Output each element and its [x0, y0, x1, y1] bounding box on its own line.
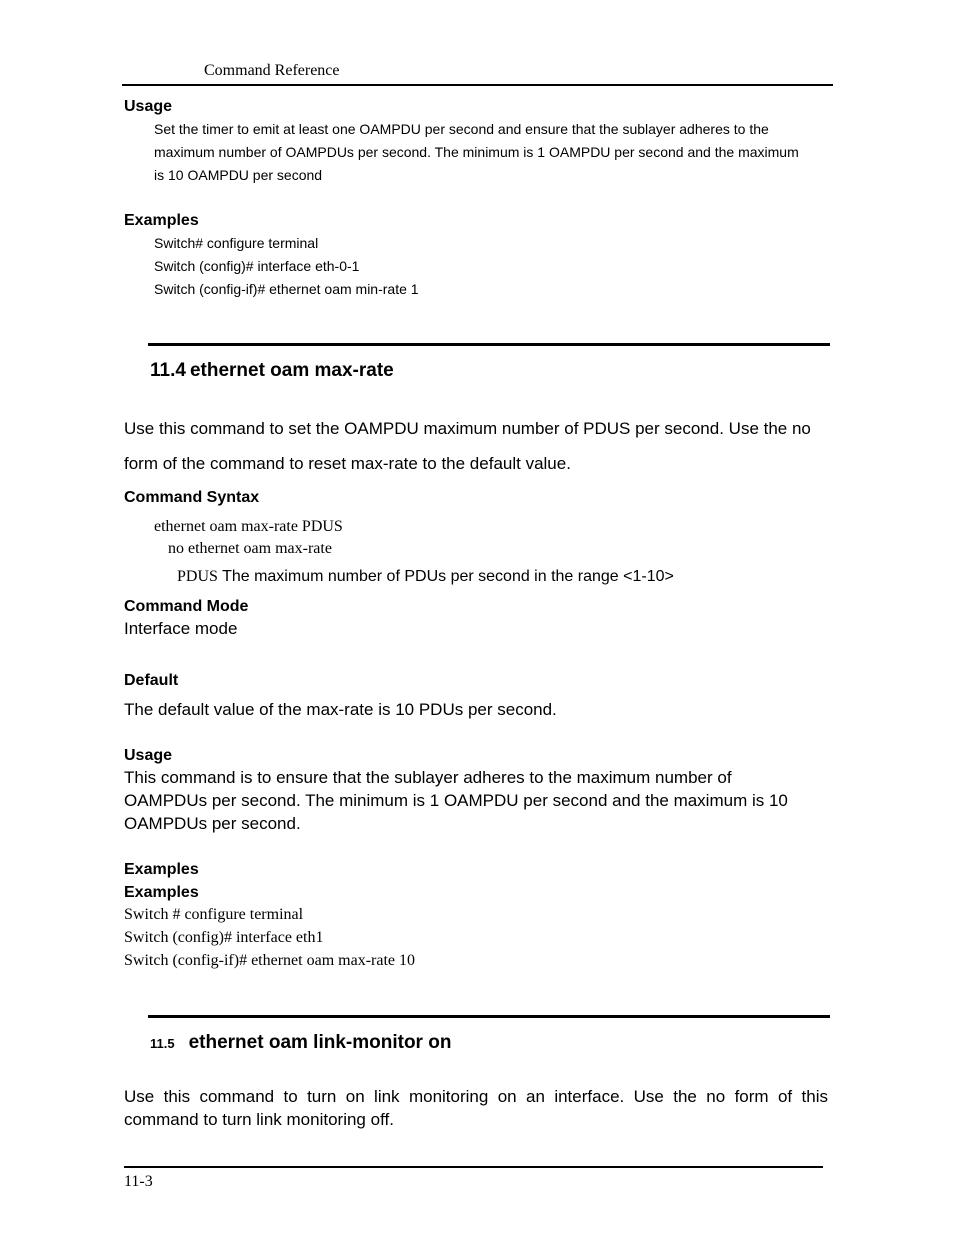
usage-line: maximum number of OAMPDUs per second. The minimum is 1 OAMPDU per second and the maximum [154, 144, 799, 160]
examples-heading: Examples [124, 861, 199, 878]
parameter-name: PDUS [177, 568, 218, 585]
intro-line: Use this command to set the OAMPDU maximum number of PDUS per second. Use the no [124, 419, 811, 438]
syntax-line: ethernet oam max-rate PDUS [154, 518, 343, 535]
running-header: Command Reference [204, 62, 340, 79]
example-line: Switch (config-if)# ethernet oam min-rate 1 [154, 281, 419, 297]
example-line: Switch (config)# interface eth-0-1 [154, 258, 360, 274]
page-number: 11-3 [124, 1173, 153, 1190]
section-heading-11-4 [150, 360, 394, 382]
section-rule [148, 1015, 830, 1018]
section-heading-11-5 [150, 1032, 451, 1054]
usage-line: is 10 OAMPDU per second [154, 167, 323, 183]
default-text: The default value of the max-rate is 10 PDUs per second. [124, 700, 557, 719]
example-line: Switch# configure terminal [154, 235, 319, 251]
usage-line: This command is to ensure that the sublayer adheres to the maximum number of [124, 768, 732, 787]
command-mode-text: Interface mode [124, 619, 238, 638]
section-rule [148, 343, 830, 346]
usage-heading: Usage [124, 747, 173, 764]
usage-line: Set the timer to emit at least one OAMPDU per second and ensure that the sublayer adheres to the [154, 121, 769, 137]
example-line: Switch (config-if)# ethernet oam max-rate 10 [124, 952, 415, 969]
syntax-line: no ethernet oam max-rate [168, 540, 332, 557]
usage-line: OAMPDUs per second. The minimum is 1 OAMPDU per second and the maximum is 10 [124, 791, 788, 810]
parameter-row [177, 568, 674, 586]
section-title: ethernet oam max-rate [189, 360, 394, 381]
examples-heading: Examples [124, 212, 199, 229]
example-line: Switch # configure terminal [124, 906, 304, 923]
footer-rule [124, 1166, 823, 1168]
command-mode-heading: Command Mode [124, 598, 249, 615]
usage-heading: Usage [124, 98, 173, 115]
section-number: 11.4 [150, 360, 186, 381]
section-number: 11.5 [150, 1036, 175, 1051]
intro-paragraph: Use this command to turn on link monitoring on an interface. Use the no form of this command to turn link monitoring off. [124, 1087, 828, 1129]
intro-line: form of the command to reset max-rate to the default value. [124, 454, 571, 473]
default-heading: Default [124, 672, 179, 689]
examples-heading: Examples [124, 884, 199, 901]
parameter-description: The maximum number of PDUs per second in the range <1-10> [222, 568, 674, 585]
usage-line: OAMPDUs per second. [124, 814, 301, 833]
example-line: Switch (config)# interface eth1 [124, 929, 324, 946]
header-rule [122, 84, 833, 86]
section-title: ethernet oam link-monitor on [188, 1032, 452, 1053]
command-syntax-heading: Command Syntax [124, 489, 260, 506]
